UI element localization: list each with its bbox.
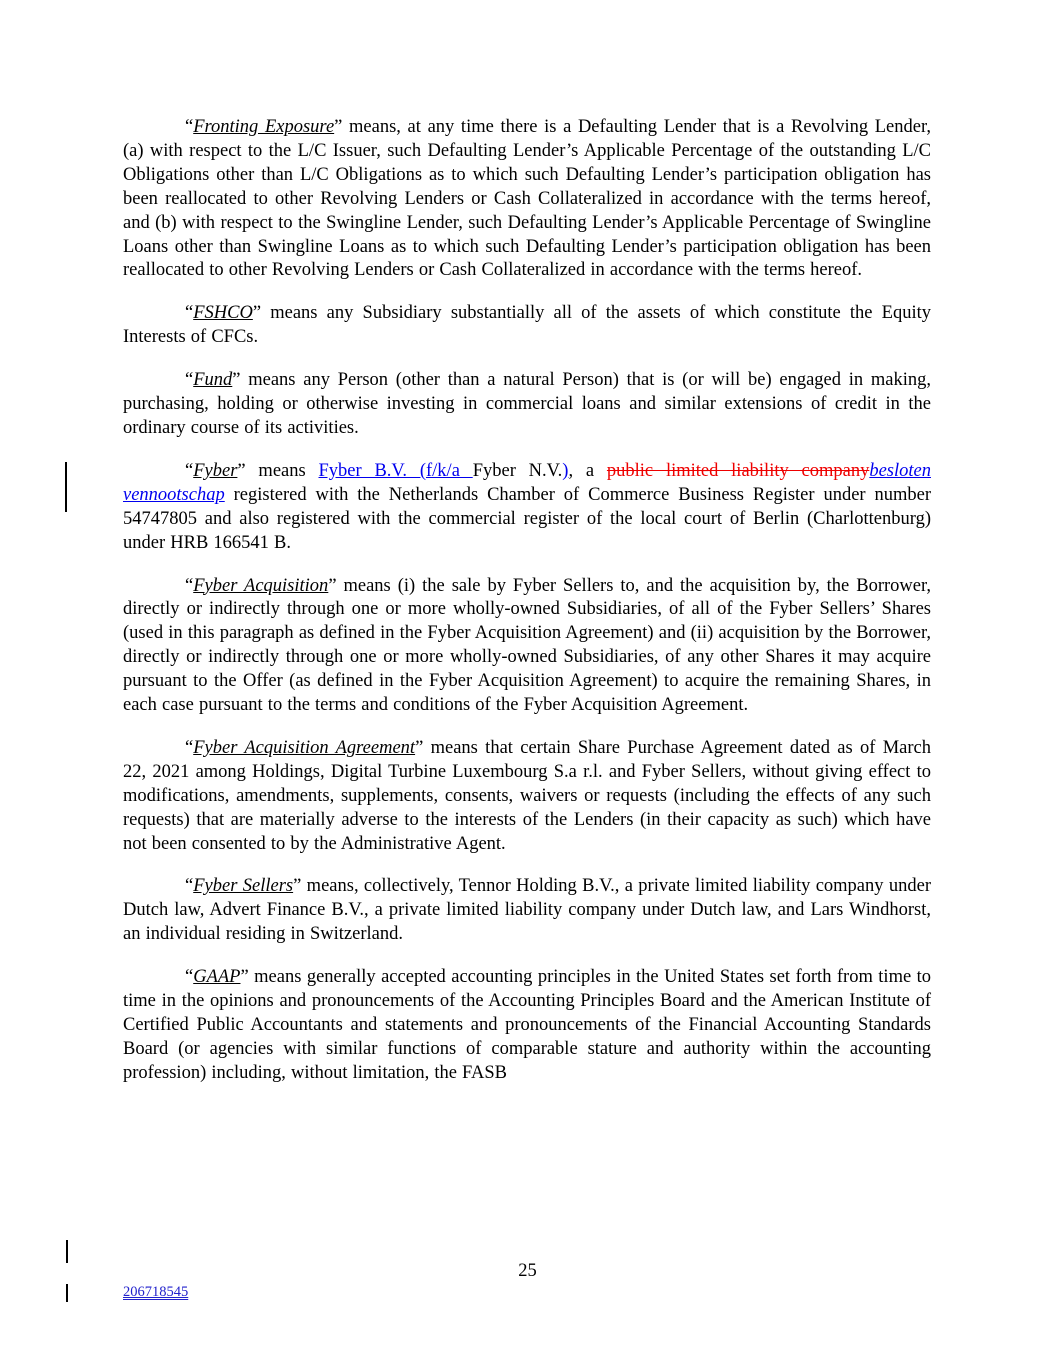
definition-paragraph-fronting-exposure	[123, 116, 931, 283]
definition-paragraph-fund	[123, 369, 931, 441]
text-segment: “	[185, 370, 194, 391]
defined-term: GAAP	[193, 967, 241, 988]
definition-paragraph-fyber	[123, 460, 931, 556]
inserted-text: Fyber B.V. (f/k/a	[318, 460, 473, 481]
definition-paragraph-fyber-acquisition-agreement	[123, 737, 931, 857]
text-segment: “	[185, 303, 194, 324]
change-bar	[66, 1240, 68, 1263]
text-segment: ” means (i) the sale by Fyber Sellers to, and the acquisition by, the Borrower, directly or indirectly through one or more wholly-owned Subsidiaries, of all of the Fyber Sellers’ Shares (used in this paragraph as defined in the Fyber Acquisition Agreement) and (ii) acquisition by the Borrower, directly or indirectly through one or more wholly-owned Subsidiaries, of any other Shares it may acquire pursuant to the Offer (as defined in the Fyber Acquisition Agreement) to acquire the remaining Shares, in each case pursuant to the terms and conditions of the Fyber Acquisition Agreement.	[123, 575, 932, 716]
text-segment: ” means any Person (other than a natural Person) that is (or will be) engaged in making, purchasing, holding or otherwise investing in commercial loans and similar extensions of credit in the ordinary course of its activities.	[123, 370, 931, 438]
text-segment: ” means generally accepted accounting principles in the United States set forth from time to time in the opinions and pronouncements of the Accounting Principles Board and the American Institute of Certified Public Accountants and statements and pronouncements of the Financial Accounting Standards Board (or agencies with similar functions of comparable stature and authority within the accounting profession) including, without limitation, the FASB	[123, 967, 931, 1083]
change-bar	[66, 1284, 68, 1302]
defined-term: FSHCO	[193, 303, 253, 324]
inserted-text: besloten vennootschap	[123, 460, 931, 505]
text-segment: “	[185, 967, 194, 988]
definition-paragraph-fyber-acquisition	[123, 575, 931, 718]
definition-paragraph-fyber-sellers	[123, 875, 931, 947]
text-segment: “	[185, 575, 194, 596]
text-segment: ” means	[237, 460, 319, 481]
text-segment: “	[185, 117, 194, 137]
text-segment: “	[185, 737, 194, 758]
defined-term: Fund	[193, 370, 233, 391]
text-segment: Fyber N.V.	[472, 460, 563, 481]
inserted-text: )	[562, 460, 569, 481]
text-segment: “	[185, 876, 194, 897]
deleted-text: public limited liability company	[606, 460, 870, 481]
defined-term: Fyber	[193, 460, 238, 481]
page-number: 25	[518, 1261, 537, 1281]
text-segment: ” means that certain Share Purchase Agreement dated as of March 22, 2021 among Holdings, Digital Turbine Luxembourg S.a r.l. and Fyber Sellers, without giving effect to modifications, amendments, supplements, consents, waivers or requests (including the effects of any such requests) that are materially adverse to the interests of the Lenders (in their capacity as such) which have not been consented to by the Administrative Agent.	[123, 737, 931, 854]
defined-term: Fyber Sellers	[193, 876, 294, 897]
text-segment: ” means, at any time there is a Defaulting Lender that is a Revolving Lender, (a) with respect to the L/C Issuer, such Defaulting Lender’s Applicable Percentage of the outstanding L/C Obligations other than L/C Obligations as to which such Defaulting Lender’s participation obligation has been reallocated to other Revolving Lenders or Cash Collateralized in accordance with the terms hereof, and (b) with respect to the Swingline Lender, such Defaulting Lender’s Applicable Percentage of Swingline Loans other than Swingline Loans as to which such Defaulting Lender’s participation obligation has been reallocated to other Revolving Lenders or Cash Collateralized in accordance with the terms hereof.	[123, 117, 932, 281]
text-segment: , a	[568, 460, 607, 481]
defined-term: Fyber Acquisition Agreement	[193, 737, 416, 758]
document-id-link[interactable]: 206718545	[123, 1284, 189, 1300]
definitions-text	[123, 116, 931, 1105]
defined-term: Fronting Exposure	[193, 117, 335, 137]
text-segment: ” means any Subsidiary substantially all of the assets of which constitute the Equity Interests of CFCs.	[123, 303, 931, 348]
text-segment: registered with the Netherlands Chamber of Commerce Business Register under number 54747805 and also registered with the commercial register of the local court of Berlin (Charlottenburg) under HRB 166541 B.	[123, 484, 931, 553]
defined-term: Fyber Acquisition	[193, 575, 329, 596]
text-segment: ” means, collectively, Tennor Holding B.V., a private limited liability company under Dutch law, Advert Finance B.V., a private limited liability company under Dutch law, and Lars Windhorst, an individual residing in Switzerland.	[123, 876, 931, 945]
definition-paragraph-gaap	[123, 966, 931, 1086]
text-segment: “	[185, 460, 194, 481]
definition-paragraph-fshco	[123, 302, 931, 350]
